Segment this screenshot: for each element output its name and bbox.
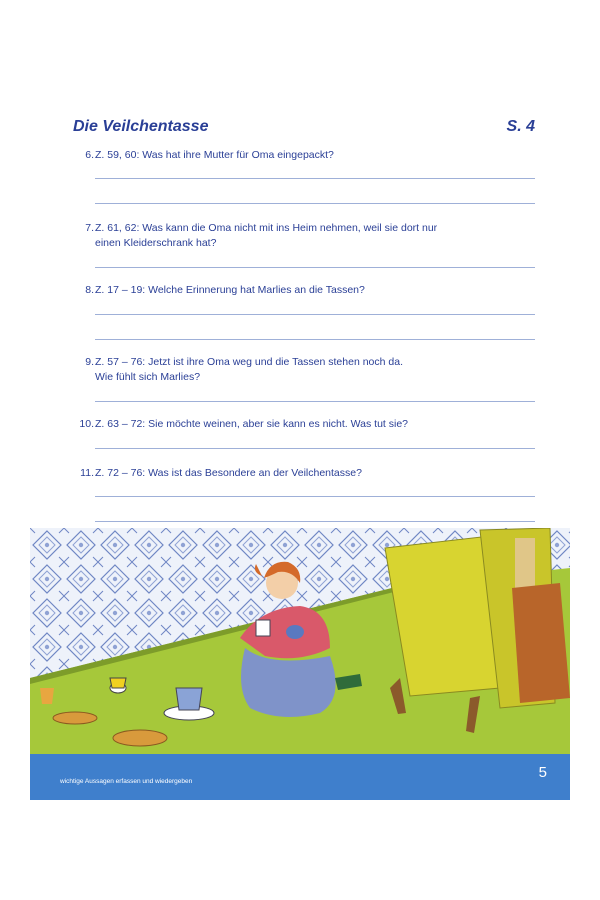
question-text-line: Z. 61, 62: Was kann die Oma nicht mit ins Heim nehmen, weil sie dort nur [95,222,438,234]
question-text [95,283,544,298]
answer-line[interactable] [95,521,535,522]
worksheet-title: Die Veilchentasse [73,118,209,135]
question-text-line: einen Kleiderschrank hat? [95,237,217,249]
question-text-line: Z. 72 – 76: Was ist das Besondere an der Veilchentasse? [95,467,362,479]
blue-floor [30,754,570,800]
question-text [95,355,544,385]
answer-line[interactable] [95,401,535,402]
answer-line[interactable] [95,496,535,497]
question-text [95,466,544,481]
question-text-line: Z. 57 – 76: Jetzt ist ihre Oma weg und die Tassen stehen noch da. [95,356,403,368]
answer-line[interactable] [95,448,535,449]
question-text-line: Z. 59, 60: Was hat ihre Mutter für Oma eingepackt? [95,149,334,161]
question-number: 8. [85,284,94,296]
answer-line[interactable] [95,178,535,179]
question-text-line: Z. 17 – 19: Welche Erinnerung hat Marlies an die Tassen? [95,284,365,296]
question-text [95,221,544,251]
footer-note: wichtige Aussagen erfassen und wiedergeben [60,778,193,785]
question-number: 11. [80,467,94,479]
question-text-line: Z. 63 – 72: Sie möchte weinen, aber sie kann es nicht. Was tut sie? [95,418,409,430]
question-text [95,148,544,163]
question-text-line: Wie fühlt sich Marlies? [95,371,201,383]
story-illustration [30,528,570,800]
page-number: 5 [538,764,547,781]
page-reference: S. 4 [506,118,535,135]
question-number: 10. [79,418,94,430]
question-number: 9. [85,356,94,368]
answer-line[interactable] [95,203,535,204]
answer-line[interactable] [95,314,535,315]
answer-line[interactable] [95,339,535,340]
answer-line[interactable] [95,267,535,268]
question-number: 7. [85,222,94,234]
question-number: 6. [85,149,94,161]
question-text [95,417,544,432]
